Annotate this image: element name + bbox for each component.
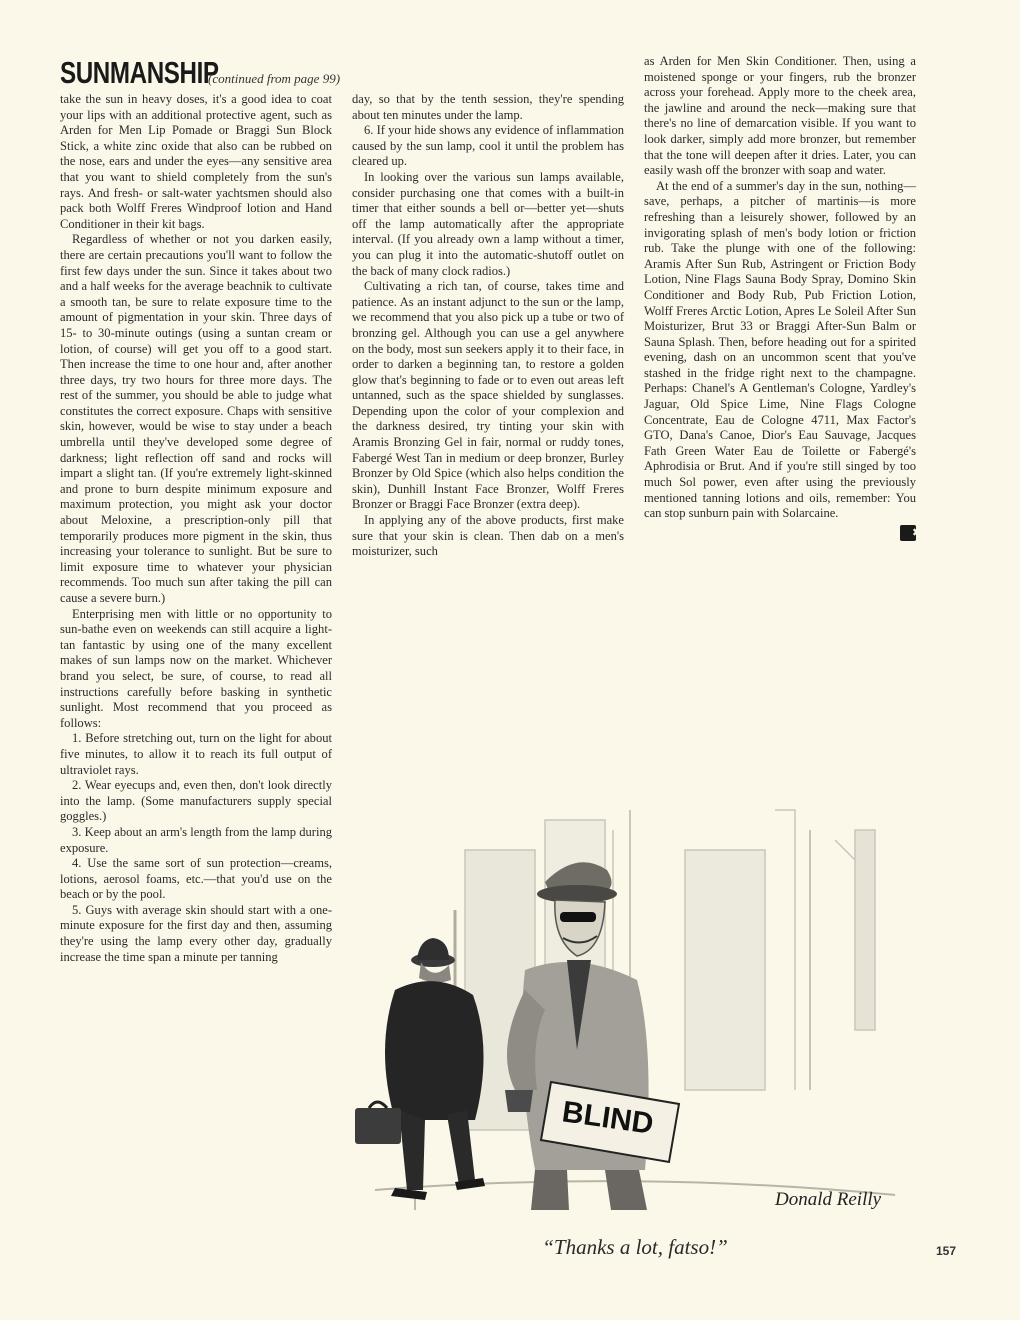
paragraph-text: At the end of a summer's day in the sun, nothing—save, perhaps, a pitcher of martinis—is more refreshing than a leisurely shower, followed by an invigorating splash of men's body lotion or friction rub. Take the plunge with one of the following: Aramis After Sun Rub, Astringent or Friction Body Lotion, Nine Flags Sauna Body Spray, Domino Skin Conditioner and Body Rub, Pub Friction Lotion, Wolff Freres Arctic Lotion, Apres Le Soleil After Sun Moisturizer, Brut 33 or Braggi After-Sun Balm or Sauna Splash. Then, before heading out for a spirited evening, dash on an uncommon scent that you've stashed in the fridge right next to the champagne. Perhaps: Chanel's A Gentleman's Cologne, Yardley's Jaguar, Old Spice Lime, Nine Flags Cologne Concentrate, Eau de Cologne 4711, Max Factor's GTO, Dana's Canoe, Dior's Eau Sauvage, Jacques Fath Green Water Eau de Toilette or Fabergé's Aphrodisia or Brut. And if you're still singed by too much Sol power, even after using the previously mentioned tanning lotions and oils, remember: You can stop sunburn pain with Solarcaine. <box>644 178 916 521</box>
list-item: 4. Use the same sort of sun protection—creams, lotions, aerosol foams, etc.—that you'd use on the beach or by the pool. <box>60 856 332 902</box>
page-number: 157 <box>936 1244 957 1258</box>
column-1 <box>60 92 332 965</box>
cup <box>505 1090 533 1112</box>
list-item: 2. Wear eyecups and, even then, don't look directly into the lamp. (Some manufacturers supply special goggles.) <box>60 778 332 824</box>
artist-signature: Donald Reilly <box>775 1189 882 1210</box>
list-item: 6. If your hide shows any evidence of inflammation caused by the sun lamp, cool it until the problem has cleared up. <box>352 123 624 169</box>
paragraph: as Arden for Men Skin Conditioner. Then, using a moistened sponge or your fingers, rub the bronzer across your forehead. Apply more to the cheek area, the jawline and around the neck—making sure that there's no line of demarcation visible. If you want to look darker, simply add more bronzer, but remember that the tone will deepen after it dries. Later, you can easily wash off the bronzer with soap and water. <box>644 54 916 178</box>
column-3 <box>644 54 922 541</box>
column-2 <box>352 92 624 560</box>
article-header <box>60 57 660 97</box>
cartoon-caption: “Thanks a lot, fatso!” <box>542 1235 728 1259</box>
paragraph <box>644 178 922 541</box>
paragraph: In looking over the various sun lamps available, consider purchasing one that comes with a built-in timer that either sounds a bell or—better yet—shuts off the lamp automatically after the appropriate interval. (If you already own a lamp without a timer, you can plug it into the automatic-shutoff outlet on the back of many clock radios.) <box>352 169 624 278</box>
paragraph: Cultivating a rich tan, of course, takes time and patience. As an instant adjunct to the sun or the lamp, we recommend that you also pick up a tube or two of bronzing gel. Although you can use a gel anywhere on the body, most sun seekers apply it to their face, in order to darken a beginning tan, to restore a golden glow that's beginning to fade or to even out areas left untanned, such as the space shielded by sunglasses. Depending upon the color of your complexion and the darkness desired, try tinting your skin with Aramis Bronzing Gel in fair, normal or ruddy tones, Fabergé West Tan in medium or deep bronzer, Burley Bronzer by Old Spice (which also helps condition the skin), Dunhill Instant Face Bronzer, Wolff Freres Bronzer or Braggi Face Bronzer (extra deep). <box>352 279 624 512</box>
sunglasses <box>560 912 596 922</box>
paragraph: Regardless of whether or not you darken easily, there are certain precautions you'll want to follow the first few days under the sun. Since it takes about two and a half weeks for the average beachnik to cultivate a smooth tan, be sure to relate exposure time to the amount of pigmentation in your skin. Three days of 15- to 30-minute outings (using a suntan cream or lotion, of course) will get you off to a good start. Then increase the time to one hour and, after another three days, try two hours for three more days. The rest of the summer, you should be able to judge what constitutes the correct exposure. Chaps with sensitive skin, however, would be wise to stay under a beach umbrella until they've developed some degree of darkness; light reflection off sand and rocks will impart a slight tan. (If you're extremely light-skinned and prone to burn despite minimum exposure and maximum protection, you might ask your doctor about Meloxine, a prescription-only pill that temporarily produces more pigment in the skin, thus increasing your tolerance to sunlight. But be sure to limit exposure time to whatever your physician recommends. Too much sun after taking the pill can cause a severe burn.) <box>60 232 332 605</box>
sign-text: BLIND <box>560 1095 656 1141</box>
end-mark-icon: ✖ <box>900 525 916 541</box>
list-item: 1. Before stretching out, turn on the light for about five minutes, to allow it to reach its full output of ultraviolet rays. <box>60 731 332 777</box>
paragraph: Enterprising men with little or no opportunity to sun-bathe even on weekends can still acquire a light-tan fantastic by using one of the many excellent makes of sun lamps now on the market. Whichever brand you select, be sure, of course, to read all instructions carefully before basking in synthetic sunlight. Most recommend that you proceed as follows: <box>60 606 332 730</box>
paragraph: day, so that by the tenth session, they're spending about ten minutes under the lamp. <box>352 92 624 122</box>
continued-note: (continued from page 99) <box>208 71 341 86</box>
list-item: 3. Keep about an arm's length from the lamp during exposure. <box>60 824 332 855</box>
paragraph: take the sun in heavy doses, it's a good idea to coat your lips with an additional protective agent, such as Arden for Men Lip Pomade or Braggi Sun Block Stick, a white zinc oxide that also can be rubbed on the nose, ears and under the eyes—any sensitive area that you want to shield completely from the sun's rays. And fresh- or salt-water yachtsmen should also pack both Wolff Freres Windproof lotion and Hand Conditioner in their kit bags. <box>60 92 332 231</box>
briefcase <box>355 1108 401 1144</box>
list-item: 5. Guys with average skin should start with a one-minute exposure for the first day and then, assuming they're using the lamp every other day, gradually increase the time span a minute per tanning <box>60 902 332 964</box>
cartoon-illustration <box>355 790 915 1230</box>
article-title: SUNMANSHIP <box>60 55 219 90</box>
paragraph: In applying any of the above products, first make sure that your skin is clean. Then dab on a men's moisturizer, such <box>352 513 624 559</box>
